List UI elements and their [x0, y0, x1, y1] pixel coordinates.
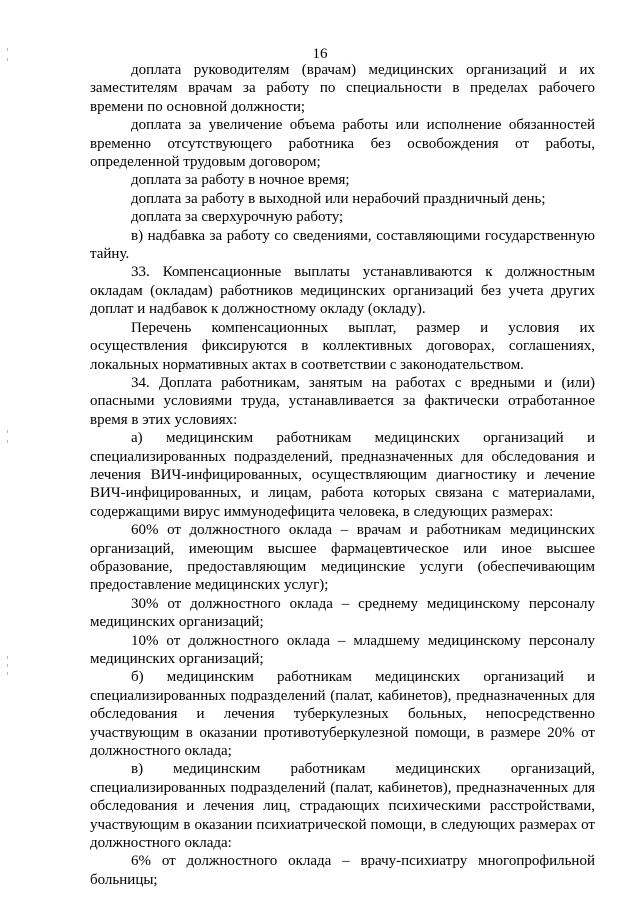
paragraph: а) медицинским работникам медицинских организаций и специализированных подразделений, предназначенных для обследования и лечения ВИЧ-инфицированных, осуществляющим диагностику и лечение ВИЧ-инфицированных, и лицам, работа которых связана с материалами, содержащими вирус иммунодефицита человека, в следующих размерах: — [90, 430, 595, 520]
scan-edge-marks — [7, 0, 9, 905]
paragraph: доплата за работу в выходной или нерабочий праздничный день; — [131, 190, 546, 207]
paragraph: 30% от должностного оклада – среднему медицинскому персоналу медицинских организаций; — [90, 595, 595, 631]
document-body — [90, 61, 595, 889]
paragraph: 6% от должностного оклада – врачу-психиатру многопрофильной больницы; — [90, 853, 595, 888]
paragraph: 10% от должностного оклада – младшему медицинскому персоналу медицинских организаций; — [90, 632, 595, 667]
paragraph: б) медицинским работникам медицинских организаций и специализированных подразделений (палат, кабинетов), предназначенных для обследования и лечения туберкулезных больных, непосредственно участвующим в оказании противотуберкулезной помощи, в размере 20% от должностного оклада; — [90, 669, 595, 760]
paragraph: 60% от должностного оклада – врачам и работникам медицинских организаций, имеющим высшее фармацевтическое или иное высшее образование, предоставляющим медицинские услуги (обеспечивающим предоставление медицинских услуг); — [90, 522, 595, 594]
paragraph: в) надбавка за работу со сведениями, составляющими государственную тайну. — [90, 227, 595, 263]
paragraph: доплата руководителям (врачам) медицинских организаций и их заместителям врачам за работу по специальности в пределах рабочего времени по основной должности; — [90, 62, 595, 115]
paragraph: доплата за сверхурочную работу; — [131, 209, 344, 226]
paragraph: Перечень компенсационных выплат, размер и условия их осуществления фиксируются в коллективных договорах, соглашениях, локальных нормативных актах в соответствии с законодательством. — [90, 319, 595, 373]
paragraph: доплата за увеличение объема работы или исполнение обязанностей временно отсутствующего работника без освобождения от работы, определенной трудовым договором; — [90, 117, 595, 171]
page-number: 16 — [312, 46, 328, 62]
paragraph: 33. Компенсационные выплаты устанавливаются к должностным окладам (окладам) работников медицинских организаций без учета других доплат и надбавок к должностному окладу (окладу). — [90, 264, 595, 318]
paragraph: в) медицинским работникам медицинских организаций, специализированных подразделений (палат, кабинетов), предназначенных для обследования и лечения лиц, страдающих психическими расстройствами, участвующим в оказании психиатрической помощи, в следующих размерах от должностного оклада: — [90, 761, 595, 852]
paragraph: 34. Доплата работникам, занятым на работах с вредными и (или) опасными условиями труда, устанавливается за фактически отработанное время в этих условиях: — [90, 374, 595, 428]
paragraph: доплата за работу в ночное время; — [131, 172, 350, 189]
